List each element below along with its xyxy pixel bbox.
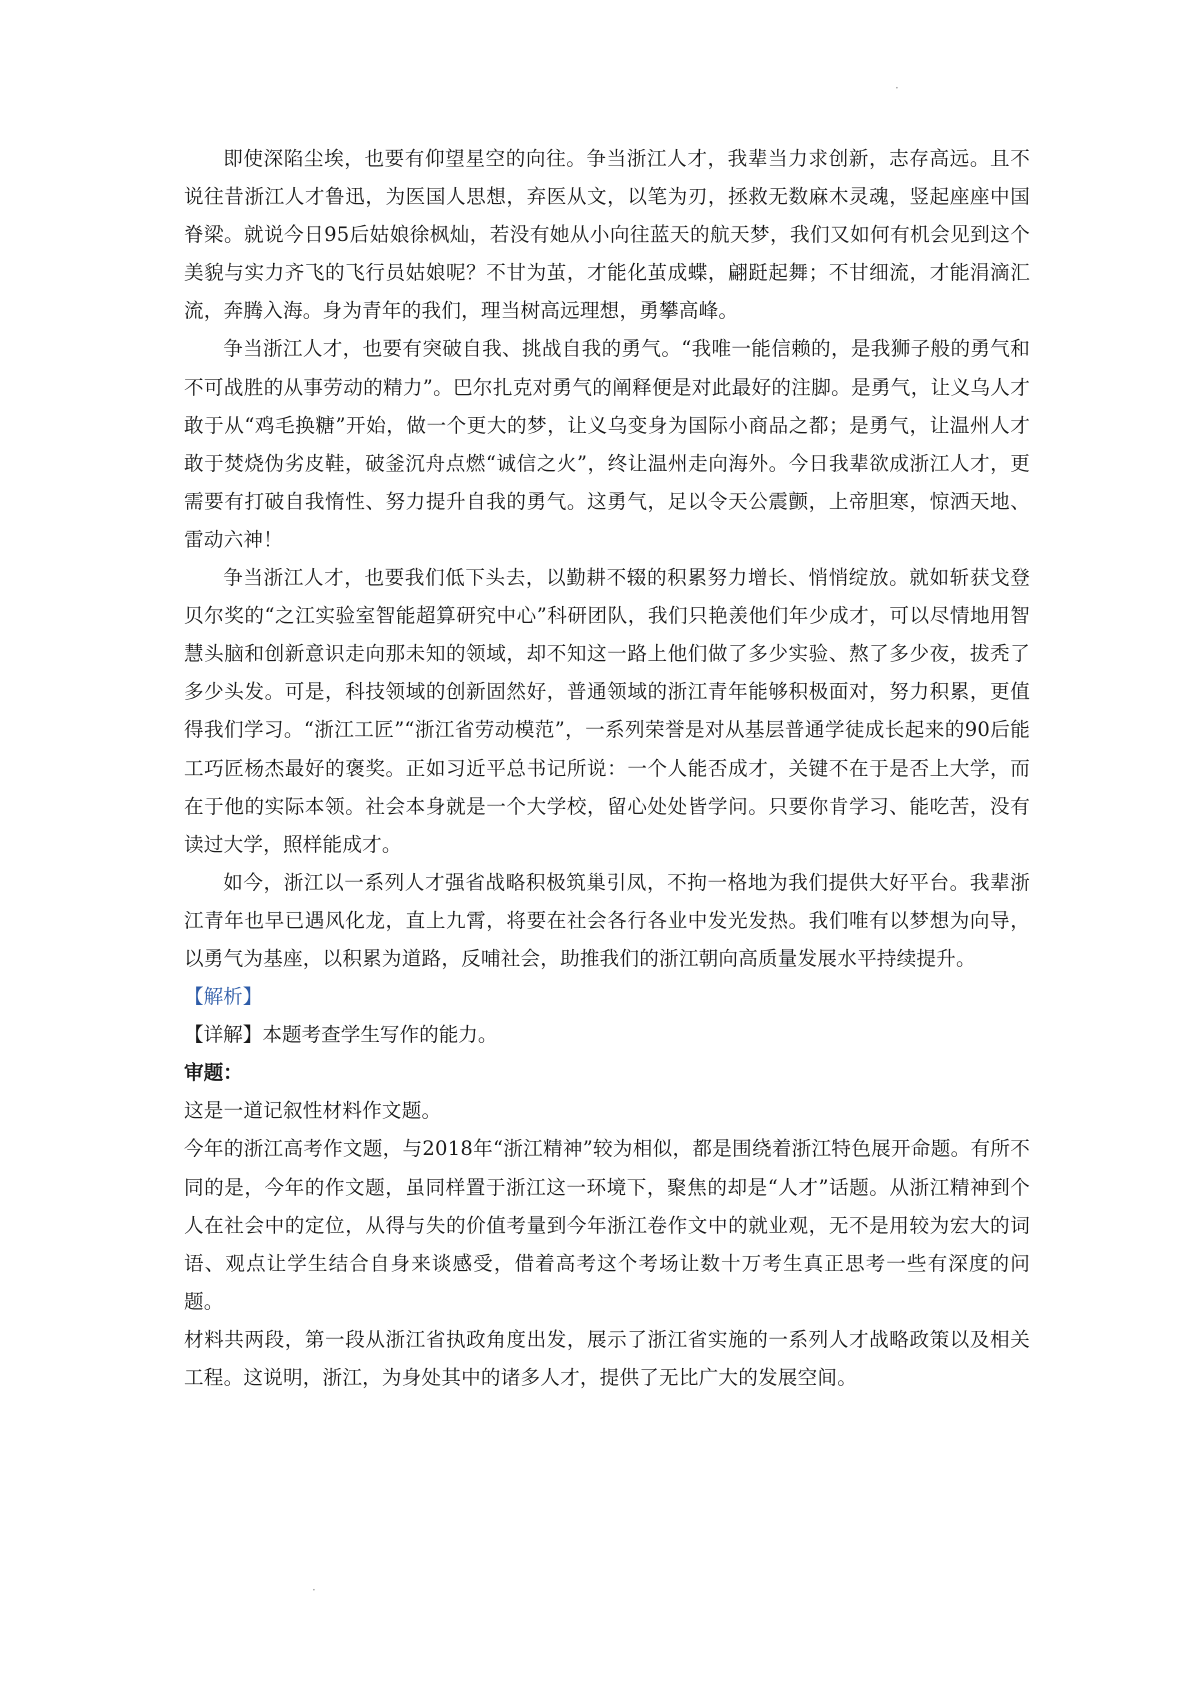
essay-paragraph-1: 即使深陷尘埃，也要有仰望星空的向往。争当浙江人才，我辈当力求创新，志存高远。且不说往昔浙江人才鲁迅，为医国人思想，弃医从文，以笔为刃，拯救无数麻木灵魂，竖起座座中国脊梁。就说今日95后姑娘徐枫灿，若没有她从小向往蓝天的航天梦，我们又如何有机会见到这个美貌与实力齐飞的飞行员姑娘呢？不甘为茧，才能化茧成蝶，翩跹起舞；不甘细流，才能涓滴汇流，奔腾入海。身为青年的我们，理当树高远理想，勇攀高峰。	[184, 147, 1030, 323]
analysis-paragraph-3: 材料共两段，第一段从浙江省执政角度出发，展示了浙江省实施的一系列人才战略政策以及相关工程。这说明，浙江，为身处其中的诸多人才，提供了无比广大的发展空间。	[184, 1327, 1030, 1389]
essay-paragraph-3: 争当浙江人才，也要我们低下头去，以勤耕不辍的积累努力增长、悄悄绽放。就如斩获戈登贝尔奖的“之江实验室智能超算研究中心”科研团队，我们只艳羡他们年少成才，可以尽情地用智慧头脑和创新意识走向那未知的领域，却不知这一路上他们做了多少实验、熬了多少夜，拔秃了多少头发。可是，科技领域的创新固然好，普通领域的浙江青年能够积极面对，努力积累，更值得我们学习。“浙江工匠”“浙江省劳动模范”，一系列荣誉是对从基层普通学徒成长起来的90后能工巧匠杨杰最好的褒奖。正如习近平总书记所说：一个人能否成才，关键不在于是否上大学，而在于他的实际本领。社会本身就是一个大学校，留心处处皆学问。只要你肯学习、能吃苦，没有读过大学，照样能成才。	[184, 566, 1030, 856]
analysis-paragraph-1: 这是一道记叙性材料作文题。	[184, 1099, 442, 1123]
essay-paragraph-2: 争当浙江人才，也要有突破自我、挑战自我的勇气。“我唯一能信赖的，是我狮子般的勇气和不可战胜的从事劳动的精力”。巴尔扎克对勇气的阐释便是对此最好的注脚。是勇气，让义乌人才敢于从“鸡毛换糖”开始，做一个更大的梦，让义乌变身为国际小商品之都；是勇气，让温州人才敢于焚烧伪劣皮鞋，破釜沉舟点燃“诚信之火”，终让温州走向海外。今日我辈欲成浙江人才，更需要有打破自我惰性、努力提升自我的勇气。这勇气，足以令天公震颤，上帝胆寒，惊洒天地、雷动六神！	[184, 337, 1030, 551]
scan-mark-top: ·	[895, 81, 899, 95]
analysis-detail: 【详解】本题考查学生写作的能力。	[184, 1023, 498, 1047]
document-body	[184, 140, 1030, 1397]
analysis-heading: 审题：	[184, 1061, 243, 1085]
analysis-label: 【解析】	[184, 985, 263, 1009]
analysis-paragraph-2: 今年的浙江高考作文题，与2018年“浙江精神”较为相似，都是围绕着浙江特色展开命题。有所不同的是，今年的作文题，虽同样置于浙江这一环境下，聚焦的却是“人才”话题。从浙江精神到个人在社会中的定位，从得与失的价值考量到今年浙江卷作文中的就业观，无不是用较为宏大的词语、观点让学生结合自身来谈感受，借着高考这个考场让数十万考生真正思考一些有深度的问题。	[184, 1137, 1030, 1313]
essay-paragraph-4: 如今，浙江以一系列人才强省战略积极筑巢引凤，不拘一格地为我们提供大好平台。我辈浙江青年也早已遇风化龙，直上九霄，将要在社会各行各业中发光发热。我们唯有以梦想为向导，以勇气为基座，以积累为道路，反哺社会，助推我们的浙江朝向高质量发展水平持续提升。	[184, 870, 1030, 970]
scan-mark-bottom: ·	[312, 1583, 316, 1597]
